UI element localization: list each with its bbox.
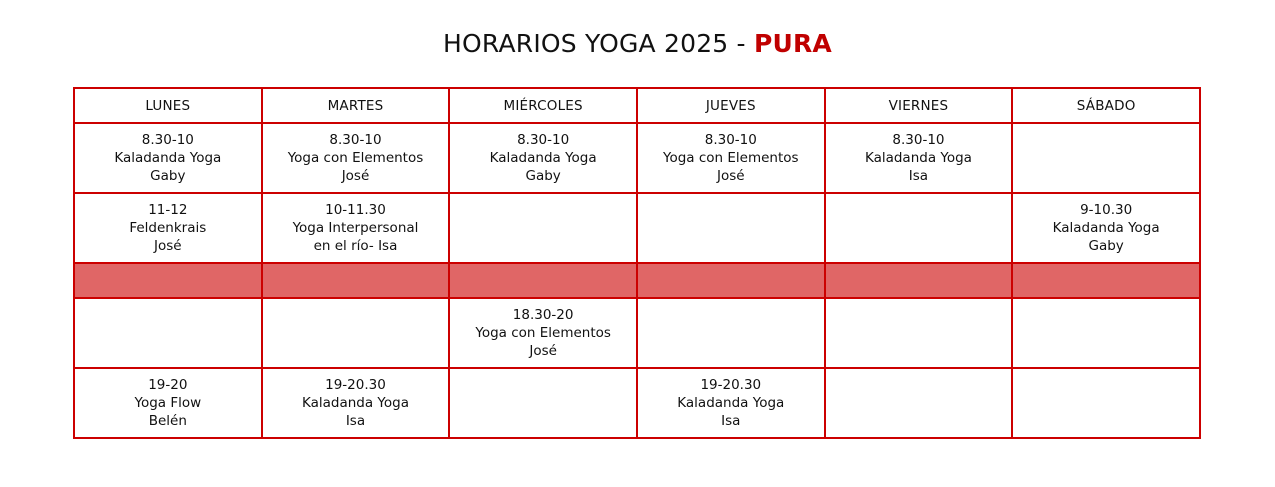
class-name: Yoga con Elementos <box>475 325 611 341</box>
class-detail: José <box>154 238 182 254</box>
separator-band-row <box>74 263 1200 298</box>
class-detail: Belén <box>148 413 187 429</box>
class-cell <box>449 263 637 298</box>
class-time: 8.30-10 <box>892 132 945 148</box>
class-cell <box>1012 123 1200 193</box>
class-time: 19-20.30 <box>700 377 762 393</box>
schedule-row <box>74 368 1200 438</box>
schedule-table <box>73 87 1201 439</box>
class-cell <box>262 193 450 263</box>
class-detail: José <box>717 168 745 184</box>
class-cell <box>262 298 450 368</box>
class-cell <box>449 368 637 438</box>
class-name: Kaladanda Yoga <box>489 150 597 166</box>
schedule-body <box>74 123 1200 438</box>
class-cell <box>262 123 450 193</box>
schedule-row <box>74 193 1200 263</box>
class-time: 18.30-20 <box>512 307 574 323</box>
class-cell <box>74 123 262 193</box>
class-detail: Isa <box>345 413 366 429</box>
class-name: Yoga con Elementos <box>663 150 799 166</box>
class-name: Yoga con Elementos <box>287 150 424 166</box>
class-detail: José <box>529 343 557 359</box>
class-detail: Isa <box>721 413 741 429</box>
class-name: Kaladanda Yoga <box>114 150 222 166</box>
class-detail: Gaby <box>1088 238 1124 254</box>
class-time: 19-20 <box>148 377 188 393</box>
class-cell <box>637 298 825 368</box>
page-title <box>0 26 1275 62</box>
class-name: Yoga Flow <box>134 395 202 411</box>
class-time: 9-10.30 <box>1080 202 1133 218</box>
class-name: Feldenkrais <box>129 220 207 236</box>
class-time: 10-11.30 <box>325 202 386 218</box>
class-name: Kaladanda Yoga <box>677 395 785 411</box>
class-cell <box>74 263 262 298</box>
class-name: Yoga Interpersonal <box>292 220 419 236</box>
class-cell <box>637 193 825 263</box>
class-cell <box>262 263 450 298</box>
class-cell <box>74 368 262 438</box>
title-accent: PURA <box>753 29 832 58</box>
class-time: 8.30-10 <box>704 132 757 148</box>
class-cell <box>74 298 262 368</box>
title-main: HORARIOS YOGA 2025 - <box>443 29 754 58</box>
class-detail: Gaby <box>150 168 186 184</box>
class-cell <box>1012 298 1200 368</box>
class-cell <box>1012 368 1200 438</box>
class-time: 8.30-10 <box>141 132 194 148</box>
class-cell <box>449 193 637 263</box>
day-header: MIÉRCOLES <box>449 88 637 123</box>
header-row <box>74 88 1200 123</box>
class-time: 19-20.30 <box>325 377 386 393</box>
class-cell <box>637 263 825 298</box>
class-time: 8.30-10 <box>517 132 570 148</box>
class-time: 11-12 <box>148 202 188 218</box>
class-cell <box>825 368 1013 438</box>
class-cell <box>262 368 450 438</box>
schedule-row <box>74 298 1200 368</box>
class-cell <box>825 263 1013 298</box>
day-header: JUEVES <box>637 88 825 123</box>
class-cell <box>825 123 1013 193</box>
class-time: 8.30-10 <box>329 132 382 148</box>
schedule-header <box>74 88 1200 123</box>
day-header: SÁBADO <box>1012 88 1200 123</box>
class-cell <box>449 123 637 193</box>
class-cell <box>637 123 825 193</box>
class-cell <box>74 193 262 263</box>
day-header: VIERNES <box>825 88 1013 123</box>
class-detail: en el río- Isa <box>313 238 398 254</box>
class-cell <box>1012 193 1200 263</box>
day-header: LUNES <box>74 88 262 123</box>
schedule-row <box>74 123 1200 193</box>
class-cell <box>1012 263 1200 298</box>
class-detail: Isa <box>908 168 929 184</box>
day-header: MARTES <box>262 88 450 123</box>
class-detail: Gaby <box>525 168 561 184</box>
class-detail: José <box>341 168 370 184</box>
class-cell <box>825 193 1013 263</box>
class-cell <box>825 298 1013 368</box>
class-name: Kaladanda Yoga <box>1052 220 1160 236</box>
class-cell <box>449 298 637 368</box>
class-cell <box>637 368 825 438</box>
class-name: Kaladanda Yoga <box>301 395 409 411</box>
class-name: Kaladanda Yoga <box>864 150 972 166</box>
